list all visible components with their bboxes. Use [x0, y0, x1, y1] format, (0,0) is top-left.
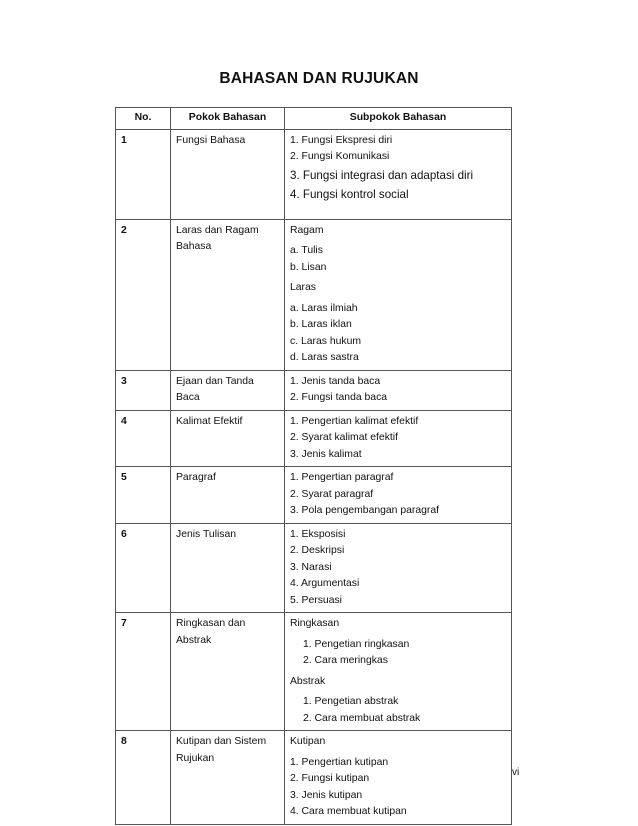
subtopic-item: 2. Fungsi Komunikasi — [290, 151, 390, 162]
subtopic-item: d. Laras sastra — [290, 352, 359, 363]
row-topic: Jenis Tulisan — [171, 523, 285, 613]
subtopic-item: 1. Pengetian abstrak — [303, 696, 399, 707]
subtopic-item: 1. Pengertian kutipan — [290, 756, 389, 768]
subtopic-item: b. Lisan — [290, 261, 327, 273]
table-row — [116, 410, 512, 467]
subtopic-item: 2. Deskripsi — [290, 545, 345, 556]
table-row — [116, 219, 512, 370]
subtopic-item: a. Tulis — [290, 245, 323, 256]
row-subtopics — [285, 467, 512, 524]
table-row — [116, 467, 512, 524]
subtopic-item: b. Laras iklan — [290, 319, 352, 330]
subtopic-item: 3. Jenis kalimat — [290, 448, 362, 460]
subtopic-item: 4. Fungsi kontrol social — [290, 187, 409, 201]
row-topic: Fungsi Bahasa — [171, 129, 285, 219]
row-subtopics — [285, 731, 512, 825]
subtopic-heading: Ringkasan — [290, 618, 340, 629]
subtopic-item: 2. Fungsi tanda baca — [290, 392, 388, 403]
row-number: 7 — [116, 613, 171, 731]
subtopic-item: 4. Argumentasi — [290, 578, 360, 589]
subtopic-item: 4. Cara membuat kutipan — [290, 806, 407, 817]
row-subtopics — [285, 370, 512, 410]
table-header-row — [116, 108, 512, 130]
subtopic-item: 2. Syarat paragraf — [290, 488, 374, 500]
subtopic-item: 2. Cara meringkas — [303, 655, 388, 666]
row-subtopics — [285, 219, 512, 370]
header-pokok-bahasan: Pokok Bahasan — [171, 108, 285, 130]
subtopic-item: 1. Pengertian paragraf — [290, 472, 394, 483]
row-topic: Ejaan dan Tanda Baca — [171, 370, 285, 410]
table-row — [116, 731, 512, 825]
subtopic-item: a. Laras ilmiah — [290, 302, 358, 314]
subtopic-item: 3. Jenis kutipan — [290, 789, 363, 801]
subtopic-item: 5. Persuasi — [290, 594, 342, 606]
subtopic-item: 1. Pengetian ringkasan — [303, 638, 410, 650]
subtopic-item: 2. Fungsi kutipan — [290, 773, 370, 784]
subtopic-heading: Kutipan — [290, 736, 326, 747]
subtopic-heading: Ragam — [290, 224, 324, 236]
row-subtopics — [285, 410, 512, 467]
subtopic-heading: Laras — [290, 282, 316, 293]
row-subtopics — [285, 613, 512, 731]
table-row — [116, 523, 512, 613]
row-number: 4 — [116, 410, 171, 467]
subtopic-item: 2. Syarat kalimat efektif — [290, 432, 398, 443]
row-subtopics — [285, 129, 512, 219]
row-topic: Paragraf — [171, 467, 285, 524]
row-topic: Kalimat Efektif — [171, 410, 285, 467]
row-number: 3 — [116, 370, 171, 410]
page-title: BAHASAN DAN RUJUKAN — [219, 70, 419, 87]
page-number: vi — [512, 767, 520, 778]
row-number: 5 — [116, 467, 171, 524]
row-topic: Ringkasan dan Abstrak — [171, 613, 285, 731]
subtopic-item: c. Laras hukum — [290, 335, 362, 347]
subtopic-item: 3. Narasi — [290, 561, 332, 573]
subtopic-item: 1. Fungsi Ekspresi diri — [290, 134, 393, 146]
header-no: No. — [116, 108, 171, 130]
subtopic-item: 1. Pengertian kalimat efektif — [290, 415, 419, 427]
row-topic: Kutipan dan Sistem Rujukan — [171, 731, 285, 825]
row-number: 2 — [116, 219, 171, 370]
subtopic-item: 3. Fungsi integrasi dan adaptasi diri — [290, 168, 474, 182]
row-topic: Laras dan Ragam Bahasa — [171, 219, 285, 370]
subtopic-heading: Abstrak — [290, 675, 326, 687]
header-subpokok-bahasan: Subpokok Bahasan — [285, 108, 512, 130]
row-number: 6 — [116, 523, 171, 613]
subtopic-item: 2. Cara membuat abstrak — [303, 712, 421, 724]
table-row — [116, 129, 512, 219]
subtopic-item: 3. Pola pengembangan paragraf — [290, 505, 440, 516]
topics-table — [115, 107, 512, 825]
subtopic-item: 1. Jenis tanda baca — [290, 375, 381, 387]
row-subtopics — [285, 523, 512, 613]
table-row — [116, 613, 512, 731]
subtopic-item: 1. Eksposisi — [290, 528, 346, 540]
row-number: 1 — [116, 129, 171, 219]
row-number: 8 — [116, 731, 171, 825]
table-row — [116, 370, 512, 410]
